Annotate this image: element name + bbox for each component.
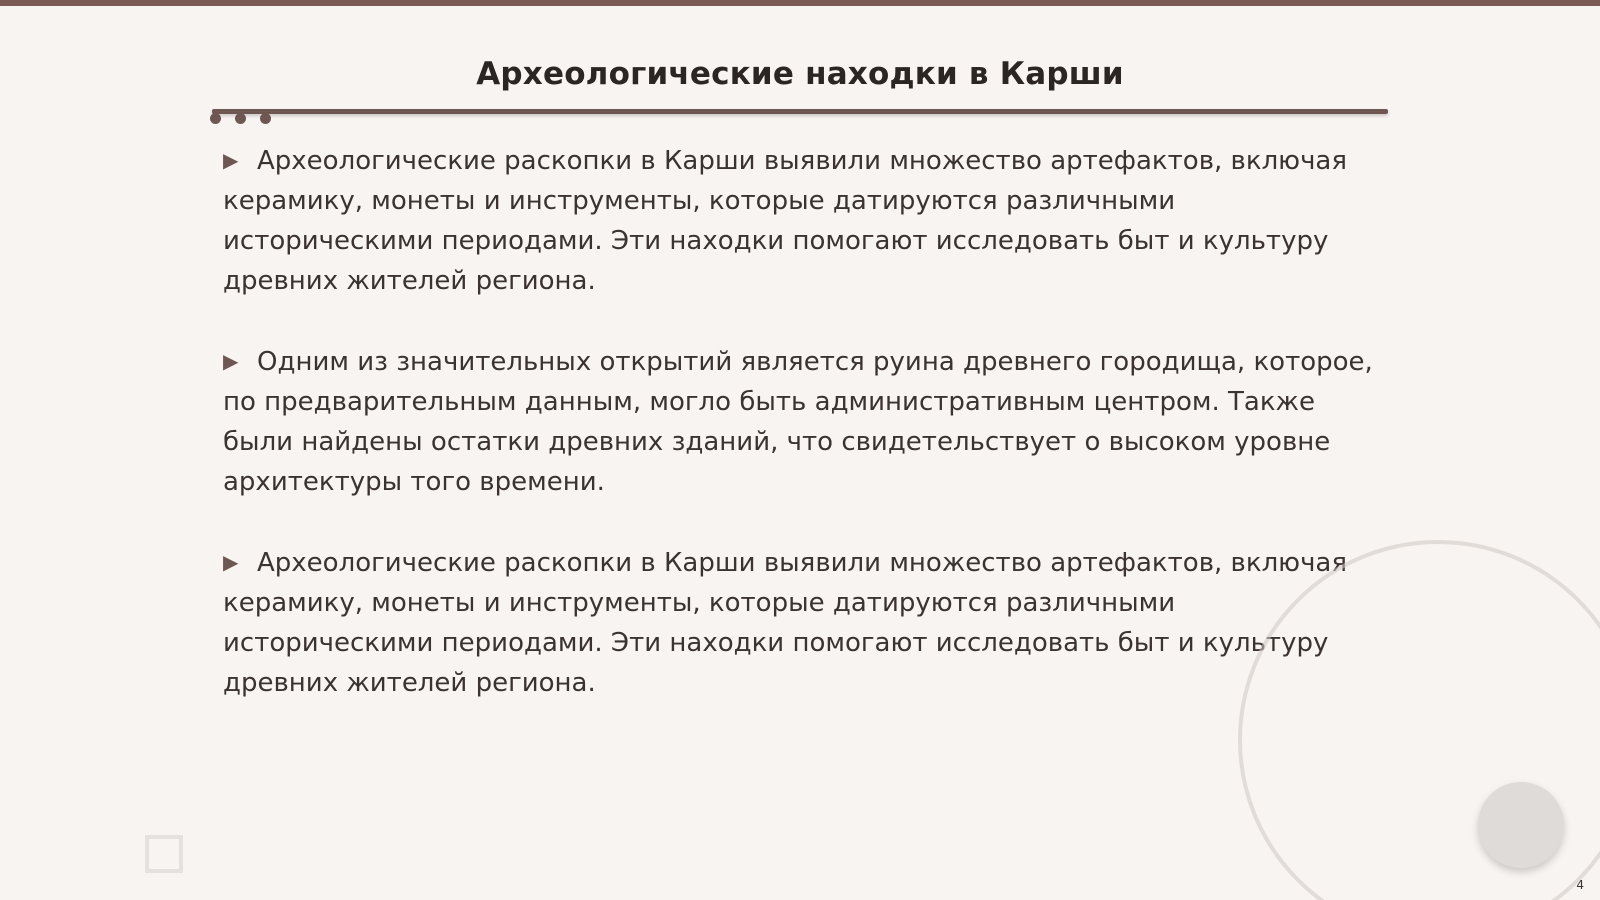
top-accent-bar: [0, 0, 1600, 6]
underline-dot: [260, 113, 271, 124]
decorative-disc: [1478, 782, 1564, 868]
paragraph-text: Археологические раскопки в Карши выявили множество артефактов, включая керамику, монеты и инструменты, которые датируются различными историческими периодами. Эти находки помогают исследовать быт и культуру древних жителей региона.: [223, 146, 1348, 296]
paragraph-text: Одним из значительных открытий является руина древнего городища, которое, по предварительным данным, могло быть административным центром. Также были найдены остатки древних зданий, что свидетельствует о высоком уровне архитектуры того времени.: [223, 347, 1373, 497]
underline-dot: [235, 113, 246, 124]
bullet-arrow-icon: ▶: [223, 550, 239, 574]
slide-body: [223, 140, 1373, 743]
paragraph-text: Археологические раскопки в Карши выявили множество артефактов, включая керамику, монеты и инструменты, которые датируются различными историческими периодами. Эти находки помогают исследовать быт и культуру древних жителей региона.: [223, 548, 1348, 698]
page-number: 4: [1576, 878, 1584, 892]
title-underline: [212, 109, 1388, 114]
bullet-arrow-icon: ▶: [223, 148, 239, 172]
bullet-paragraph: [223, 542, 1373, 703]
decorative-square: [145, 835, 183, 873]
underline-dot: [210, 113, 221, 124]
slide-title: Археологические находки в Карши: [476, 56, 1124, 92]
bullet-paragraph: [223, 341, 1373, 502]
bullet-paragraph: [223, 140, 1373, 301]
bullet-arrow-icon: ▶: [223, 349, 239, 373]
